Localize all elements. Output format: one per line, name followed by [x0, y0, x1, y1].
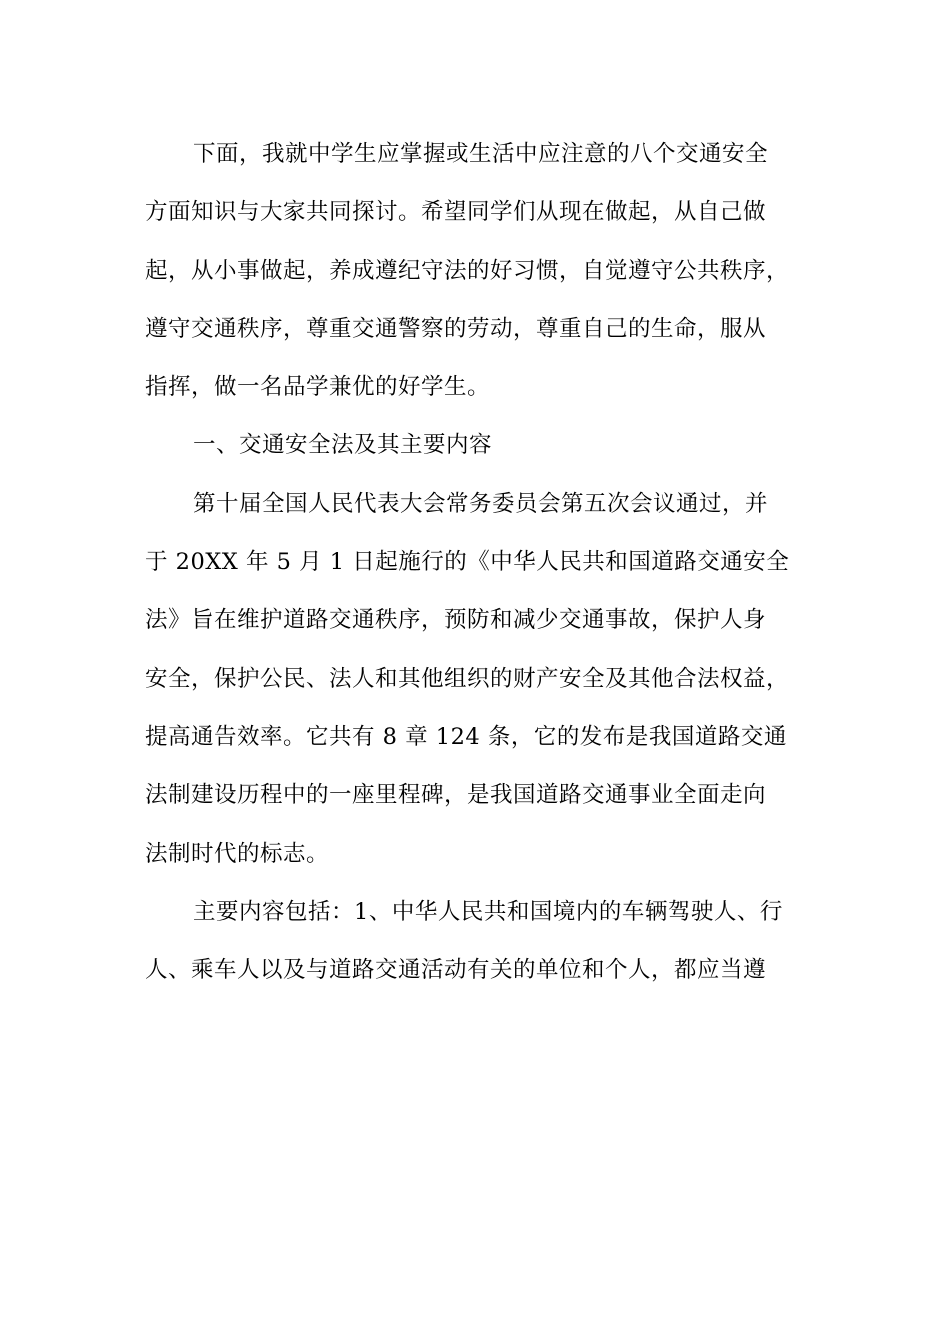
text-line: 人、乘车人以及与道路交通活动有关的单位和个人，都应当遵 — [145, 957, 767, 984]
text-line: 下面，我就中学生应掌握或生活中应注意的八个交通安全 — [193, 141, 769, 167]
text-line: 主要内容包括：1、中华人民共和国境内的车辆驾驶人、行 — [193, 898, 783, 925]
text-line: 第十届全国人民代表大会常务委员会第五次会议通过，并 — [193, 490, 769, 517]
text-line: 法》旨在维护道路交通秩序，预防和减少交通事故，保护人身 — [145, 607, 767, 634]
text-line: 于 20XX 年 5 月 1 日起施行的《中华人民共和国道路交通安全 — [145, 549, 790, 576]
text-line: 法制时代的标志。 — [145, 840, 330, 867]
text-line: 方面知识与大家共同探讨。希望同学们从现在做起，从自己做 — [145, 199, 767, 226]
text-line: 安全，保护公民、法人和其他组织的财产安全及其他合法权益， — [145, 665, 790, 692]
text-line: 提高通告效率。它共有 8 章 124 条，它的发布是我国道路交通 — [145, 723, 787, 750]
section-heading: 一、交通安全法及其主要内容 — [193, 432, 493, 459]
text-line: 指挥，做一名品学兼优的好学生。 — [145, 374, 491, 401]
text-line: 起，从小事做起，养成遵纪守法的好习惯，自觉遵守公共秩序， — [145, 257, 790, 284]
text-line: 法制建设历程中的一座里程碑，是我国道路交通事业全面走向 — [145, 782, 767, 809]
text-line: 遵守交通秩序，尊重交通警察的劳动，尊重自己的生命，服从 — [145, 315, 767, 342]
document-body — [145, 125, 805, 999]
